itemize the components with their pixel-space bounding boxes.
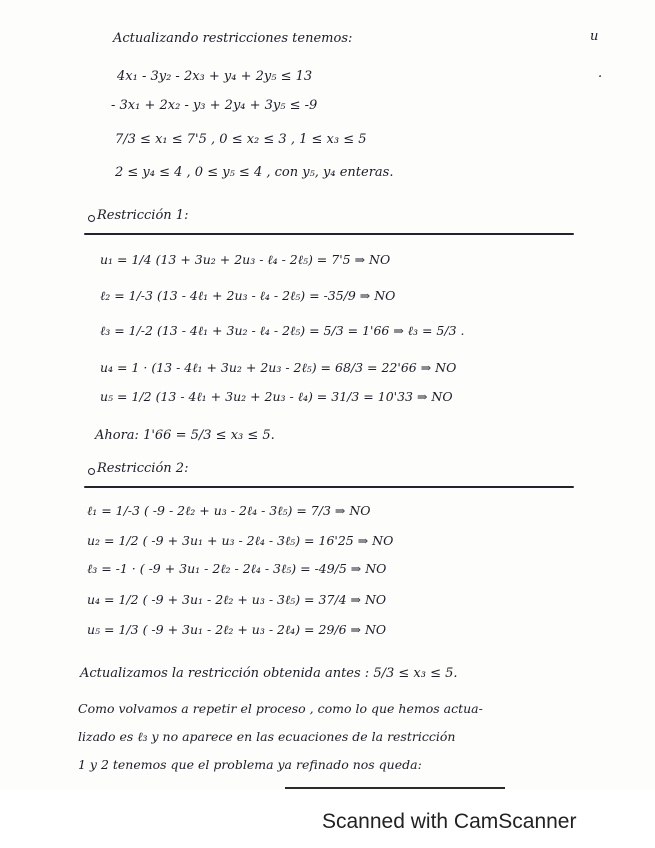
system-line-3: 7/3 ≤ x₁ ≤ 7'5 , 0 ≤ x₂ ≤ 3 , 1 ≤ x₃ ≤ 5 — [115, 132, 367, 147]
corner-mark: u — [590, 29, 599, 44]
r1-line-1: u₁ = 1/4 (13 + 3u₂ + 2u₃ - ℓ₄ - 2ℓ₅) = 7'5 ⇒ NO — [100, 252, 391, 267]
restriction1-underline — [84, 233, 574, 235]
closing-line-1: Actualizamos la restricción obtenida antes : 5/3 ≤ x₃ ≤ 5. — [80, 666, 458, 681]
r2-line-2: u₂ = 1/2 ( -9 + 3u₁ + u₃ - 2ℓ₄ - 3ℓ₅) = 16'25 ⇒ NO — [87, 533, 394, 548]
system-line-4: 2 ≤ y₄ ≤ 4 , 0 ≤ y₅ ≤ 4 , con y₅, y₄ enteras. — [115, 165, 394, 180]
closing-line-4: 1 y 2 tenemos que el problema ya refinado nos queda: — [78, 757, 422, 772]
system-line-2: - 3x₁ + 2x₂ - y₃ + 2y₄ + 3y₅ ≤ -9 — [111, 98, 318, 113]
system-line-1: 4x₁ - 3y₂ - 2x₃ + y₄ + 2y₅ ≤ 13 — [117, 69, 313, 84]
r1-line-4: u₄ = 1 · (13 - 4ℓ₁ + 3u₂ + 2u₃ - 2ℓ₅) = 68/3 = 22'66 ⇒ NO — [100, 360, 457, 375]
r1-line-3: ℓ₃ = 1/-2 (13 - 4ℓ₁ + 3u₂ - ℓ₄ - 2ℓ₅) = 5/3 = 1'66 ⇒ ℓ₃ = 5/3 . — [100, 323, 465, 338]
r1-line-2: ℓ₂ = 1/-3 (13 - 4ℓ₁ + 2u₃ - ℓ₄ - 2ℓ₅) = -35/9 ⇒ NO — [100, 288, 396, 303]
camscanner-watermark: Scanned with CamScanner — [322, 810, 577, 833]
closing-line-2: Como volvamos a repetir el proceso , como lo que hemos actua- — [78, 701, 483, 716]
restriction1-title-stroke — [88, 215, 95, 222]
page-edge-mark — [285, 787, 505, 789]
restriction2-underline — [84, 486, 574, 488]
closing-line-3: lizado es ℓ₃ y no aparece en las ecuaciones de la restricción — [78, 729, 456, 744]
restriction1-now: Ahora: 1'66 = 5/3 ≤ x₃ ≤ 5. — [95, 428, 275, 443]
restriction2-title-stroke — [88, 468, 95, 475]
r2-line-5: u₅ = 1/3 ( -9 + 3u₁ - 2ℓ₂ + u₃ - 2ℓ₄) = 29/6 ⇒ NO — [87, 622, 387, 637]
heading: Actualizando restricciones tenemos: — [113, 31, 353, 46]
r1-line-5: u₅ = 1/2 (13 - 4ℓ₁ + 3u₂ + 2u₃ - ℓ₄) = 31/3 = 10'33 ⇒ NO — [100, 389, 453, 404]
stray-dot: . — [598, 66, 603, 81]
r2-line-4: u₄ = 1/2 ( -9 + 3u₁ - 2ℓ₂ + u₃ - 3ℓ₅) = 37/4 ⇒ NO — [87, 592, 387, 607]
r2-line-3: ℓ₃ = -1 · ( -9 + 3u₁ - 2ℓ₂ - 2ℓ₄ - 3ℓ₅) = -49/5 ⇒ NO — [87, 561, 387, 576]
restriction1-title: Restricción 1: — [97, 208, 189, 223]
r2-line-1: ℓ₁ = 1/-3 ( -9 - 2ℓ₂ + u₃ - 2ℓ₄ - 3ℓ₅) = 7/3 ⇒ NO — [87, 503, 371, 518]
restriction2-title: Restricción 2: — [97, 461, 189, 476]
